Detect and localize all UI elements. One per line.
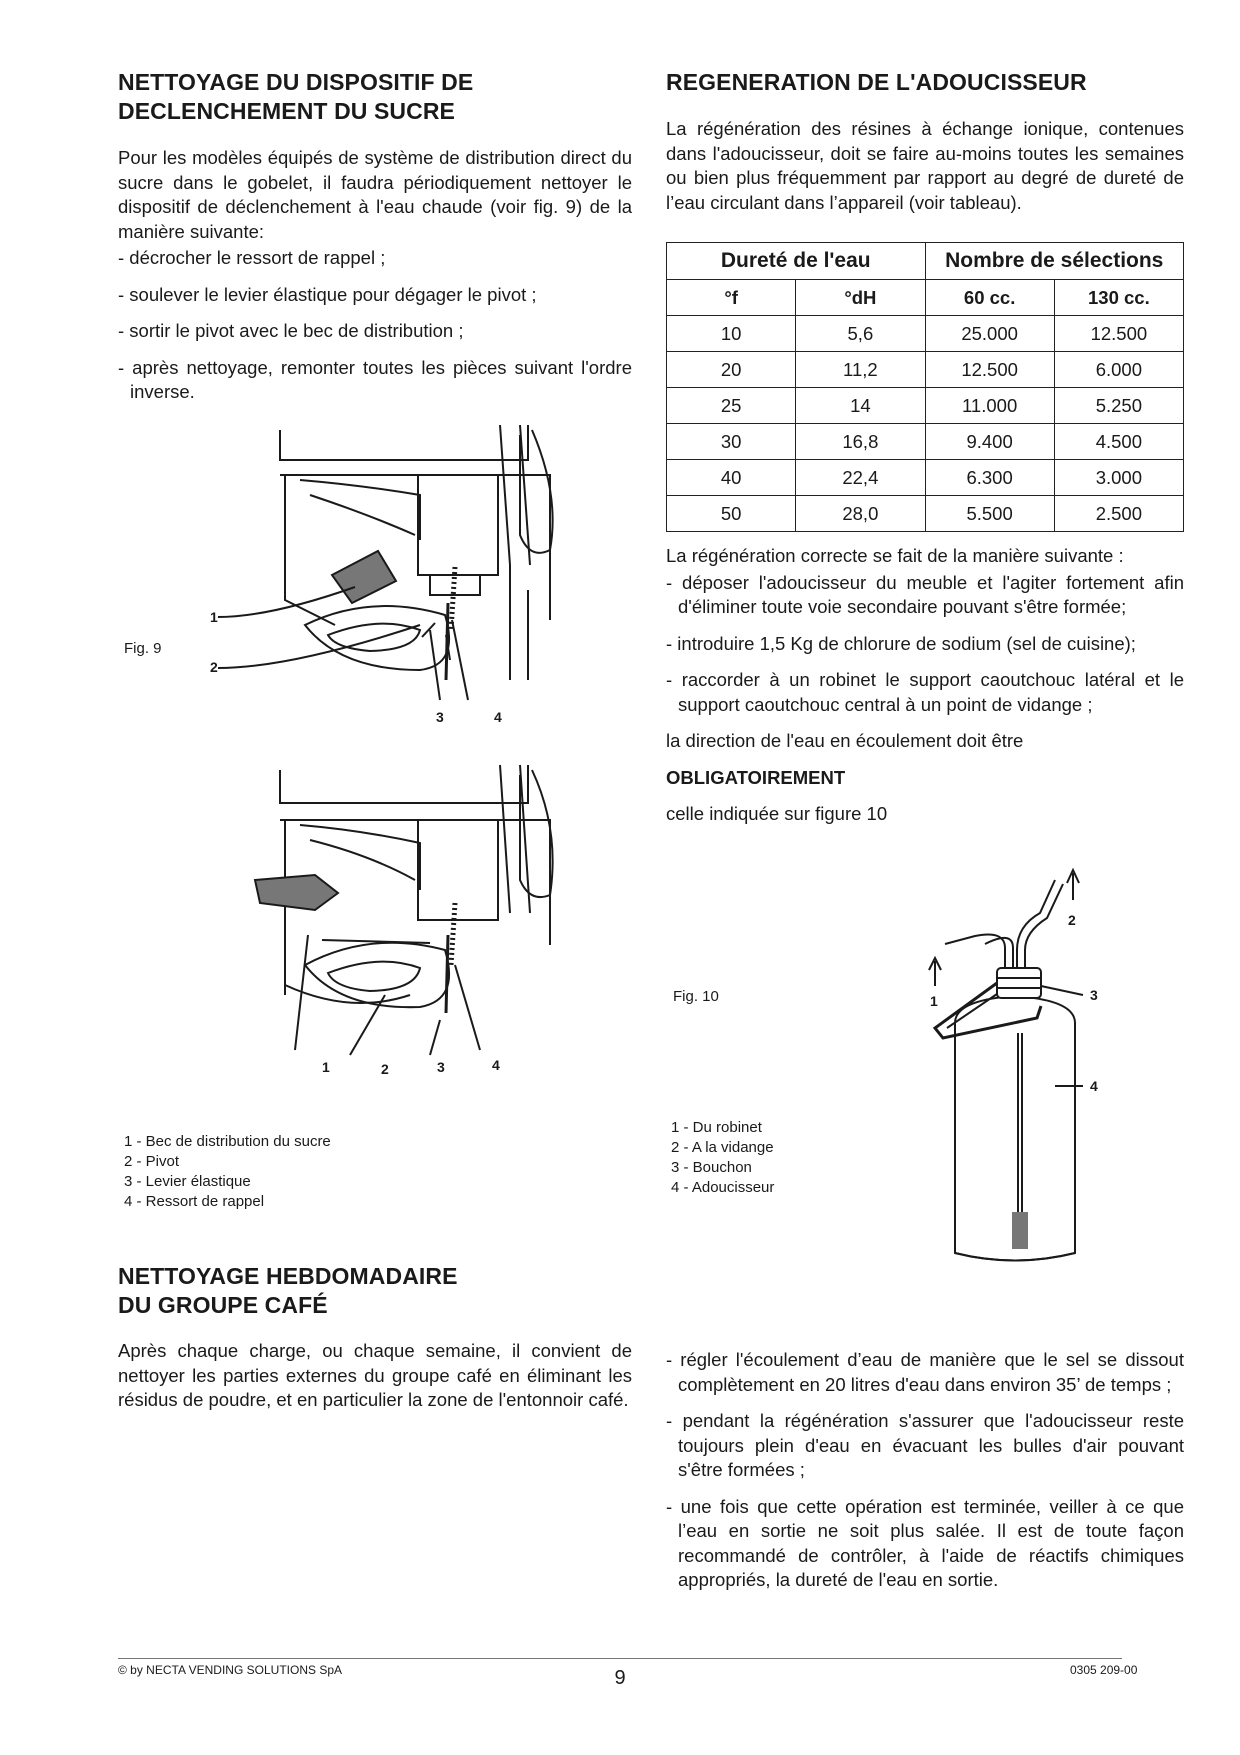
figure-label: Fig. 9 — [124, 640, 162, 657]
callout-number: 3 — [1090, 987, 1098, 1003]
procedure-step: - déposer l'adoucisseur du meuble et l'agiter fortement afin d'éliminer toute voie secondaire pouvant s'être formée; — [666, 571, 1184, 617]
section-title-line: DU GROUPE CAFÉ — [118, 1292, 328, 1318]
table-cell: 25.000 — [925, 316, 1054, 352]
page-number: 9 — [614, 1667, 626, 1689]
section-title-line: DECLENCHEMENT DU SUCRE — [118, 98, 455, 124]
direction-text: la direction de l'eau en écoulement doit être — [666, 730, 1024, 751]
table-cell: 9.400 — [925, 424, 1054, 460]
footer-copyright: © by NECTA VENDING SOLUTIONS SpA — [118, 1663, 343, 1677]
column-header: °dH — [796, 280, 925, 316]
footer-divider — [118, 1658, 1122, 1659]
table-row — [667, 424, 1184, 460]
table-cell: 5.250 — [1054, 388, 1183, 424]
table-group-header: Nombre de sélections — [925, 243, 1184, 280]
document-code: 0305 209-00 — [1070, 1663, 1138, 1677]
callout-number: 2 — [210, 659, 218, 675]
figure-reference: celle indiquée sur figure 10 — [666, 803, 888, 824]
table-cell: 22,4 — [796, 460, 925, 496]
table-cell: 50 — [667, 496, 796, 532]
table-cell: 12.500 — [1054, 316, 1183, 352]
sugar-dispenser-illustration — [210, 425, 590, 1090]
legend-item: 3 - Bouchon — [671, 1159, 752, 1176]
table-cell: 11,2 — [796, 352, 925, 388]
table-row — [667, 388, 1184, 424]
callout-number: 4 — [494, 709, 502, 725]
table-cell: 5,6 — [796, 316, 925, 352]
sugar-instructions — [118, 146, 632, 405]
table-row — [667, 352, 1184, 388]
column-header: 60 cc. — [925, 280, 1054, 316]
callout-number: 3 — [437, 1059, 445, 1075]
table-cell: 6.300 — [925, 460, 1054, 496]
column-header: °f — [667, 280, 796, 316]
legend-item: 4 - Ressort de rappel — [124, 1193, 265, 1210]
section-title-regeneration: REGENERATION DE L'ADOUCISSEUR — [666, 69, 1087, 95]
procedure-step: - une fois que cette opération est terminée, veiller à ce que l’eau en sortie ne soit plus salée. Il est de toute façon recommandé de contrôler, à l'aide de réactifs chimiques appropriés, la dureté de l'eau en sortie. — [666, 1495, 1184, 1590]
procedure-step: - pendant la régénération s'assurer que l'adoucisseur reste toujours plein d'eau en évacuant les bulles d'air pouvant s'être formées ; — [666, 1410, 1184, 1480]
table-row — [667, 316, 1184, 352]
legend-item: 1 - Bec de distribution du sucre — [124, 1133, 331, 1150]
legend-item: 1 - Du robinet — [671, 1119, 762, 1136]
table-cell: 25 — [667, 388, 796, 424]
sugar-step: - décrocher le ressort de rappel ; — [118, 247, 386, 268]
procedure-step: - introduire 1,5 Kg de chlorure de sodium (sel de cuisine); — [666, 632, 1136, 654]
table-cell: 10 — [667, 316, 796, 352]
legend-item: 2 - A la vidange — [671, 1139, 774, 1156]
figure-legend — [124, 1132, 331, 1212]
table-cell: 4.500 — [1054, 424, 1183, 460]
mandatory-text: OBLIGATOIREMENT — [666, 766, 846, 788]
legend-item: 2 - Pivot — [124, 1153, 180, 1170]
legend-item: 3 - Levier élastique — [124, 1173, 251, 1190]
callout-number: 2 — [381, 1061, 389, 1077]
table-header-group-row — [667, 243, 1184, 280]
table-header-row — [667, 280, 1184, 316]
section-title-sugar — [118, 68, 618, 126]
table-row — [667, 496, 1184, 532]
column-header: 130 cc. — [1054, 280, 1183, 316]
regeneration-procedure-continued — [666, 1348, 1184, 1593]
table-cell: 16,8 — [796, 424, 925, 460]
callout-number: 4 — [492, 1057, 500, 1073]
legend-item: 4 - Adoucisseur — [671, 1179, 775, 1196]
figure-legend — [671, 1118, 774, 1198]
weekly-paragraph: Après chaque charge, ou chaque semaine, il convient de nettoyer les parties externes du groupe café en éliminant les résidus de poudre, et en particulier la zone de l'entonnoir café. — [118, 1340, 632, 1410]
sugar-step: - après nettoyage, remonter toutes les pièces suivant l'ordre inverse. — [118, 356, 632, 402]
regeneration-intro: La régénération des résines à échange ionique, contenues dans l'adoucisseur, doit se faire au-moins toutes les semaines ou bien plus fréquemment par rapport au degré de dureté de l’eau circulant dans l’appareil (voir tableau). — [666, 118, 1184, 213]
table-cell: 12.500 — [925, 352, 1054, 388]
table-cell: 3.000 — [1054, 460, 1183, 496]
section-title-weekly — [118, 1262, 618, 1320]
procedure-step: - raccorder à un robinet le support caoutchouc latéral et le support caoutchouc central à un point de vidange ; — [666, 669, 1184, 715]
table-cell: 20 — [667, 352, 796, 388]
section-title-line: NETTOYAGE HEBDOMADAIRE — [118, 1263, 458, 1289]
table-cell: 40 — [667, 460, 796, 496]
procedure-intro: La régénération correcte se fait de la manière suivante : — [666, 545, 1124, 566]
hardness-table — [666, 242, 1184, 532]
callout-number: 1 — [210, 609, 218, 625]
sugar-step: - sortir le pivot avec le bec de distribution ; — [118, 320, 464, 341]
callout-number: 3 — [436, 709, 444, 725]
regeneration-procedure — [666, 544, 1184, 827]
table-cell: 2.500 — [1054, 496, 1183, 532]
table-group-header: Dureté de l'eau — [667, 243, 926, 280]
procedure-step: - régler l'écoulement d’eau de manière que le sel se dissout complètement en 20 litres d'eau dans environ 35’ de temps ; — [666, 1349, 1184, 1395]
sugar-intro-paragraph: Pour les modèles équipés de système de distribution direct du sucre dans le gobelet, il faudra périodiquement nettoyer le dispositif de déclenchement à l'eau chaude (voir fig. 9) de la manière suivante: — [118, 147, 632, 242]
callout-number: 1 — [930, 993, 938, 1009]
table-row — [667, 460, 1184, 496]
water-softener-illustration — [905, 868, 1165, 1283]
table-cell: 28,0 — [796, 496, 925, 532]
table-cell: 14 — [796, 388, 925, 424]
callout-number: 1 — [322, 1059, 330, 1075]
section-title-line: NETTOYAGE DU DISPOSITIF DE — [118, 69, 474, 95]
callout-number: 2 — [1068, 912, 1076, 928]
figure-label: Fig. 10 — [673, 988, 719, 1005]
callout-number: 4 — [1090, 1078, 1098, 1094]
table-cell: 5.500 — [925, 496, 1054, 532]
table-cell: 30 — [667, 424, 796, 460]
table-cell: 6.000 — [1054, 352, 1183, 388]
table-cell: 11.000 — [925, 388, 1054, 424]
sugar-step: - soulever le levier élastique pour dégager le pivot ; — [118, 283, 537, 305]
